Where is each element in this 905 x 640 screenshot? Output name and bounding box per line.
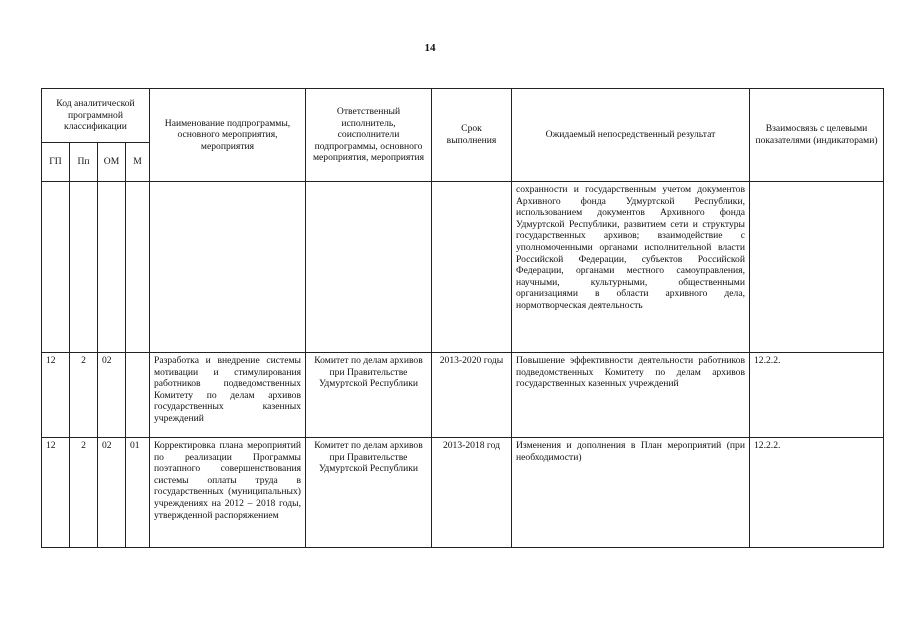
- cell-term: 2013-2020 годы: [432, 353, 512, 438]
- cell-responsible: Комитет по делам архивов при Правительстве Удмуртской Республики: [306, 438, 432, 548]
- cell-pp: [70, 182, 98, 353]
- cell-responsible: Комитет по делам архивов при Правительстве Удмуртской Республики: [306, 353, 432, 438]
- cell-result: Повышение эффективности деятельности работников подведомственных Комитету по делам архивов государственных казенных учреждений: [512, 353, 750, 438]
- header-responsible: Ответственный исполнитель, соисполнители подпрограммы, основного мероприятия, мероприятия: [306, 89, 432, 182]
- cell-gp: 12: [42, 353, 70, 438]
- cell-indicators: 12.2.2.: [750, 438, 884, 548]
- cell-term: [432, 182, 512, 353]
- cell-gp: 12: [42, 438, 70, 548]
- table-row: [42, 182, 884, 353]
- header-name: Наименование подпрограммы, основного мероприятия, мероприятия: [150, 89, 306, 182]
- cell-m: 01: [126, 438, 150, 548]
- header-m: М: [126, 143, 150, 182]
- table-row: [42, 353, 884, 438]
- cell-m: [126, 182, 150, 353]
- header-term: Срок выполнения: [432, 89, 512, 182]
- header-om: ОМ: [98, 143, 126, 182]
- cell-term: 2013-2018 год: [432, 438, 512, 548]
- table-row: [42, 438, 884, 548]
- header-classification: Код аналитической программной классификации: [42, 89, 150, 143]
- cell-result: сохранности и государственным учетом документов Архивного фонда Удмуртской Республики, использованием документов Архивного фонда Удмуртской Республики, развитием сети и структуры государственных архивов; взаимодействие с уполномоченными органами исполнительной власти Российской Федерации, субъектов Российской Федерации, органами местного самоуправления, научными, культурными, общественными организациями в области архивного дела, нормотворческая деятельность: [512, 182, 750, 353]
- cell-om: [98, 182, 126, 353]
- cell-name: [150, 182, 306, 353]
- cell-responsible: [306, 182, 432, 353]
- header-gp: ГП: [42, 143, 70, 182]
- header-indicators: Взаимосвязь с целевыми показателями (индикаторами): [750, 89, 884, 182]
- cell-name: Корректировка плана мероприятий по реализации Программы поэтапного совершенствования системы оплаты труда в государственных (муниципальных) учреждениях на 2012 – 2018 годы, утвержденной распоряжением: [150, 438, 306, 548]
- program-activities-table: [41, 88, 884, 548]
- cell-indicators: 12.2.2.: [750, 353, 884, 438]
- cell-om: 02: [98, 438, 126, 548]
- cell-om: 02: [98, 353, 126, 438]
- cell-pp: 2: [70, 438, 98, 548]
- cell-name: Разработка и внедрение системы мотивации и стимулирования работников подведомственных Комитету по делам архивов государственных казенных учреждений: [150, 353, 306, 438]
- cell-result: Изменения и дополнения в План мероприятий (при необходимости): [512, 438, 750, 548]
- page-number: 14: [424, 42, 436, 54]
- header-result: Ожидаемый непосредственный результат: [512, 89, 750, 182]
- header-pp: Пп: [70, 143, 98, 182]
- cell-m: [126, 353, 150, 438]
- cell-indicators: [750, 182, 884, 353]
- cell-pp: 2: [70, 353, 98, 438]
- cell-gp: [42, 182, 70, 353]
- header-row: [42, 89, 884, 143]
